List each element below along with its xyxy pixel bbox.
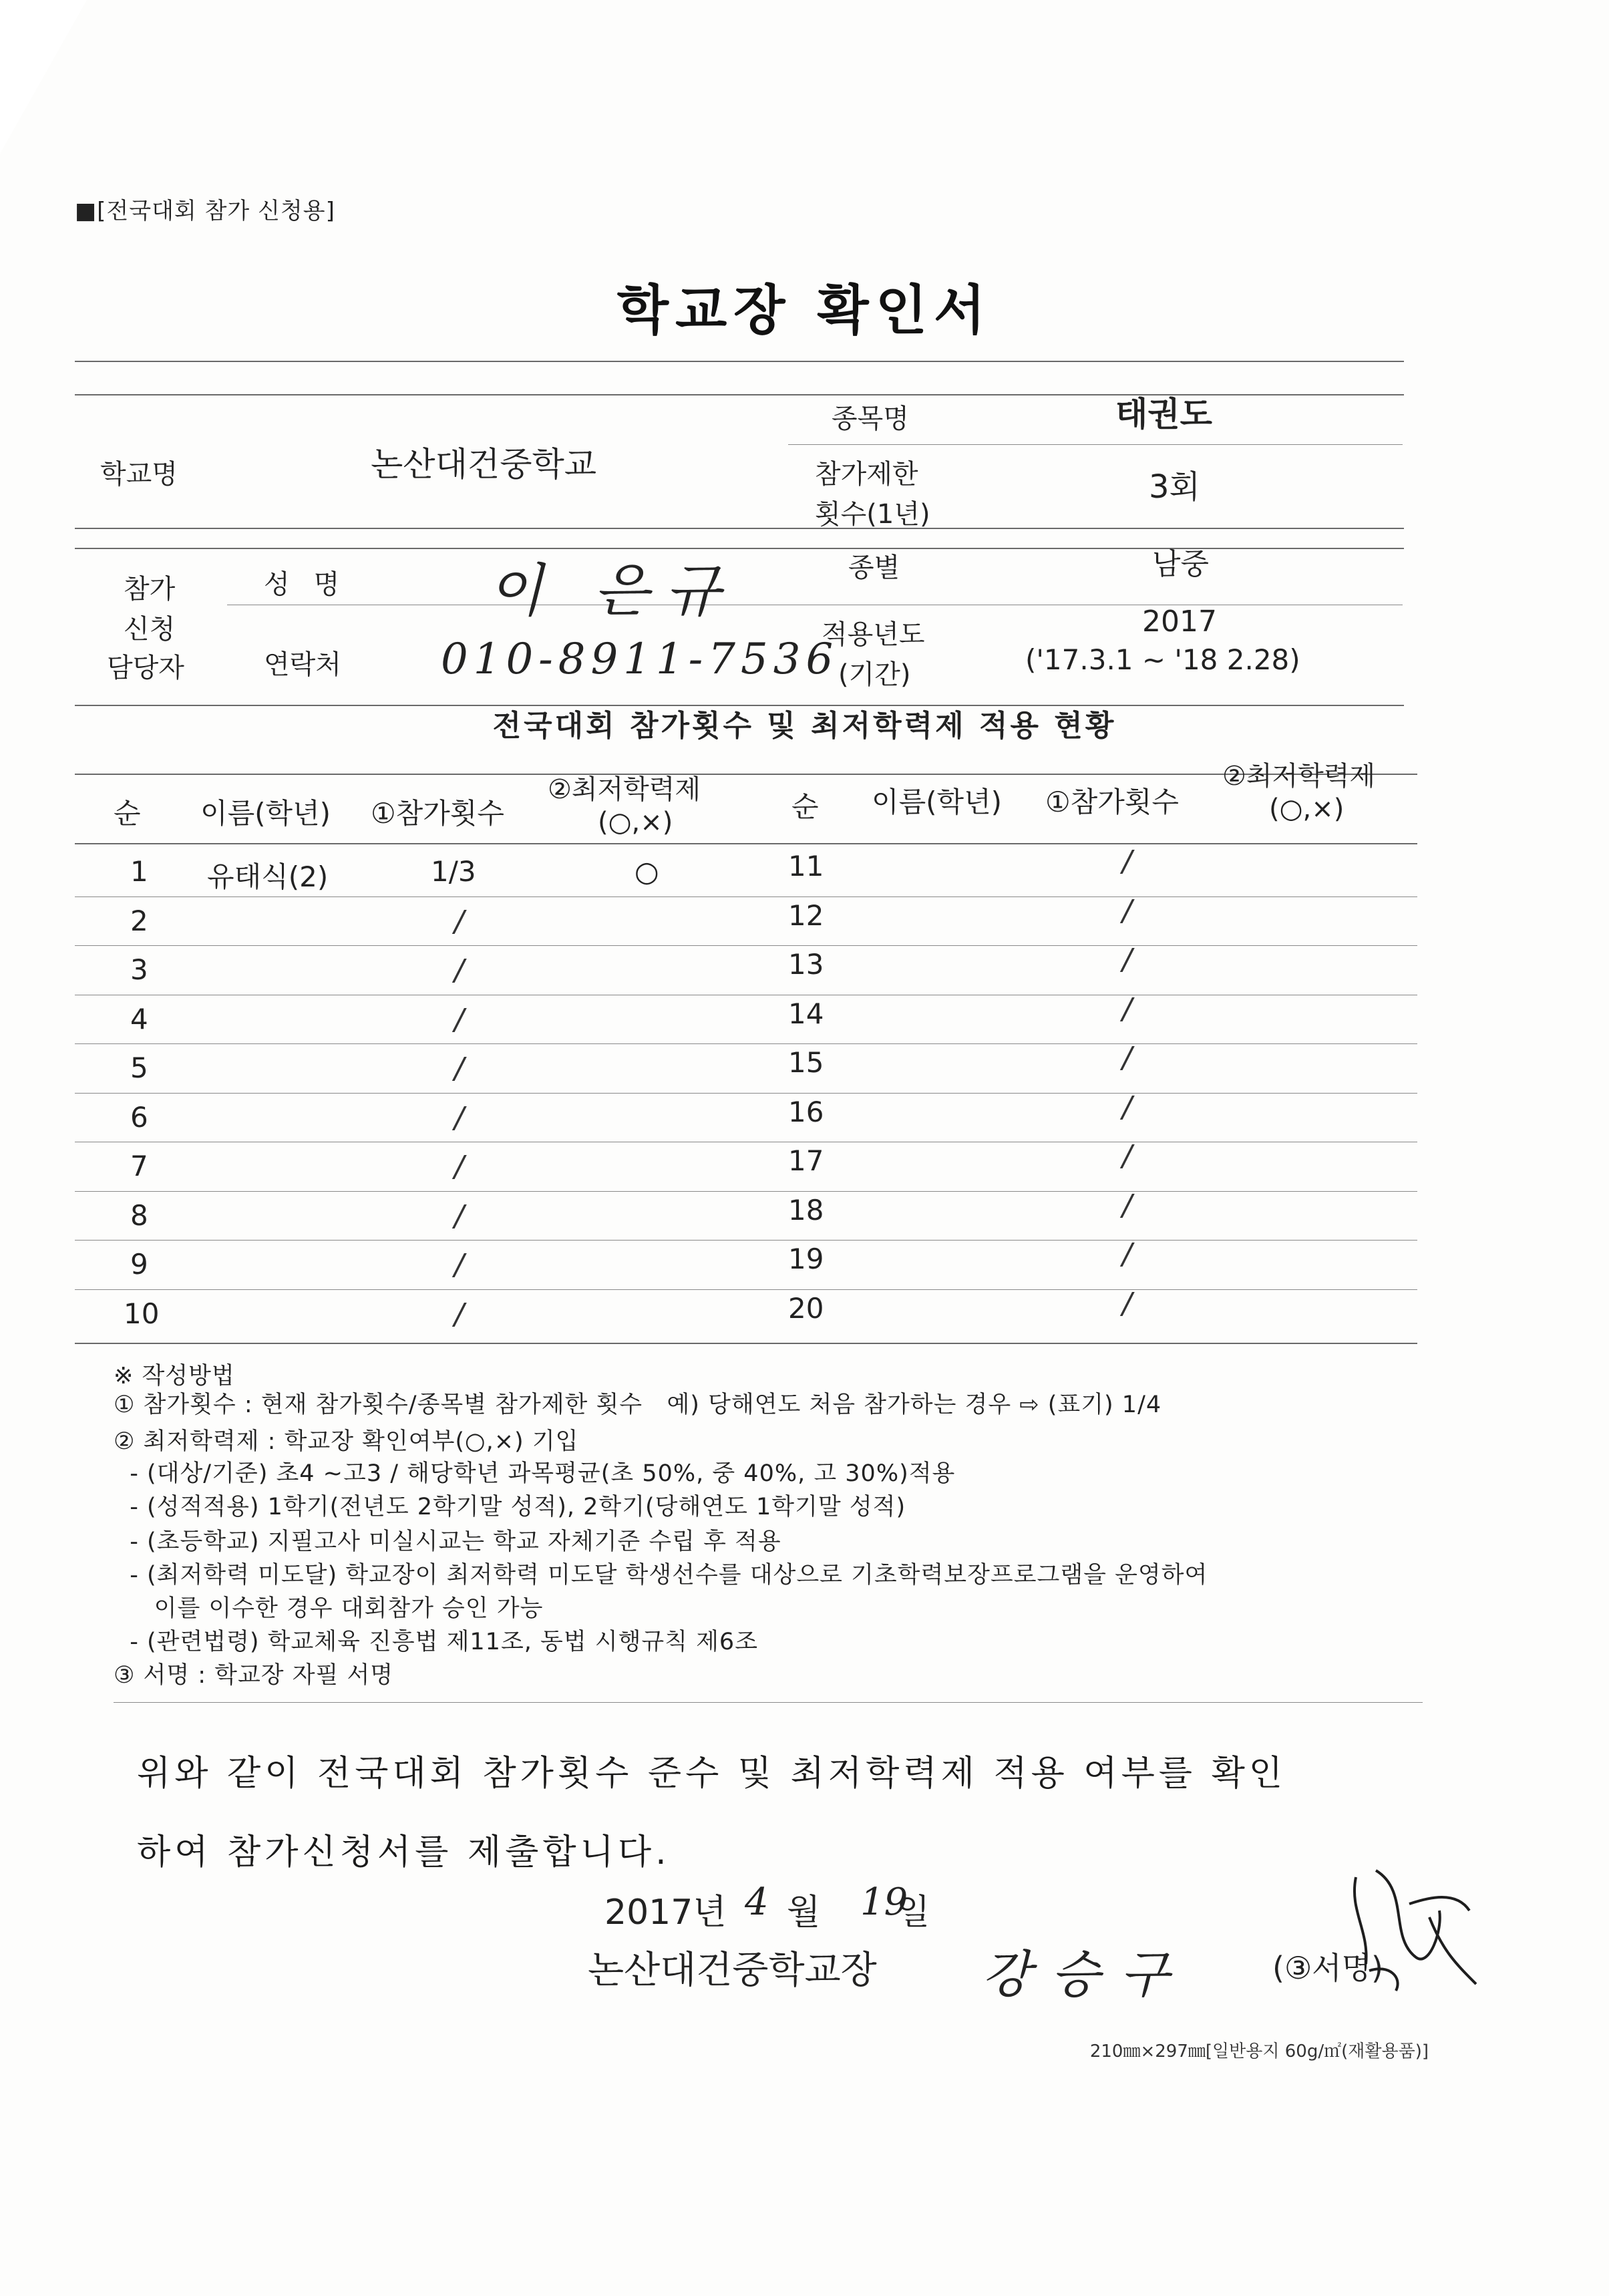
row-participation-count: / [454,1002,464,1037]
applicant-label-line1: 참가 [124,574,176,605]
table-row-rule [75,1240,1417,1241]
table-row-rule [75,1289,1417,1290]
row-number: 14 [788,997,824,1030]
row-participation-count: / [1122,1237,1132,1271]
row-participation-count: / [1122,1286,1132,1321]
instruction-line: - (성적적용) 1학기(전년도 2학기말 성적), 2학기(당해연도 1학기말 성적) [114,1494,906,1520]
row-number: 3 [130,953,148,986]
row-participation-count: / [1122,1188,1132,1222]
limit-label-line1: 참가제한 [815,459,918,490]
table-row-rule [75,945,1417,946]
col-header-no: 순 [114,797,141,830]
col-header-name: 이름(학년) [200,797,331,830]
apply-year-label-line1: 적용년도 [822,619,925,650]
event-value: 태권도 [1115,395,1212,434]
row-number: 7 [130,1150,148,1182]
row-number: 6 [130,1100,148,1134]
handwritten-phone: 010-8911-7536 [441,635,839,684]
instruction-line: ② 최저학력제 : 학교장 확인여부(○,×) 기입 [114,1428,579,1455]
gender-label: 종별 [848,552,900,583]
instruction-line: - (대상/기준) 초4 ~고3 / 해당학년 과목평균(초 50%, 중 40%, 고 30%)적용 [114,1460,956,1487]
name-label: 성명 [264,569,364,600]
row-participation-count: / [1122,893,1132,928]
col-header-min-academic-ox-2: (○,×) [1269,794,1345,824]
table-row-rule [75,1093,1417,1094]
row-participation-count: / [1122,1139,1132,1173]
table-row-rule [75,1191,1417,1192]
applicant-label-line2: 신청 [124,614,176,645]
date-month-handwritten: 4 [745,1880,769,1924]
row-participation-count: / [454,1150,464,1184]
instruction-line: ① 참가횟수 : 현재 참가횟수/종목별 참가제한 횟수 예) 당해연도 처음 참가하는 경우 ⇨ (표기) 1/4 [114,1391,1162,1418]
date-day-unit: 일 [896,1893,930,1933]
limit-label-line2: 횟수(1년) [815,499,930,530]
date-year: 2017년 [604,1893,727,1933]
row-participation-count: / [454,904,464,939]
col-header-count: ①참가횟수 [371,797,504,830]
row-number: 8 [130,1198,148,1232]
table-row-rule [75,1043,1417,1044]
row-number: 2 [130,904,148,937]
instructions-bottom-rule [114,1702,1423,1703]
instruction-line: - (최저학력 미도달) 학교장이 최저학력 미도달 학생선수를 대상으로 기초학력보장프로그램을 운영하여 [114,1562,1208,1589]
document-title: 학교장 확인서 [616,279,993,341]
school-name-label: 학교명 [100,459,178,490]
table-row-rule [75,896,1417,897]
contact-label: 연락처 [264,649,341,680]
row-number: 19 [788,1243,824,1275]
confirmation-line2: 하여 참가신청서를 제출합니다. [137,1832,671,1872]
row-participation-count: / [1122,844,1132,878]
row-number: 16 [788,1095,824,1128]
row-participation-count: / [1122,1041,1132,1075]
row-number: 11 [788,850,824,882]
col-header-name-2: 이름(학년) [872,786,1003,818]
row-participation-count: / [454,1198,464,1233]
row-participation-count: / [454,1051,464,1086]
col-header-min-academic-2: ②최저학력제 [1222,761,1376,792]
row-student-name: 유태식(2) [207,860,329,893]
event-label: 종목명 [832,403,909,434]
gender-value: 남중 [1152,547,1210,581]
principal-signature-scribble [1329,1850,1489,2024]
row-number: 9 [130,1248,148,1281]
rule-line [788,444,1403,445]
row-participation-count: 1/3 [431,855,476,888]
rule-line [75,528,1404,529]
principal-title: 논산대건중학교장 [588,1949,877,1992]
apply-period-value: ('17.3.1 ~ '18 2.28) [1025,643,1300,676]
row-participation-count: / [454,953,464,987]
apply-year-label-line2: (기간) [838,659,911,690]
participation-section-title: 전국대회 참가횟수 및 최저학력제 적용 현황 [492,709,1117,743]
instruction-line: 이를 이수한 경우 대회참가 승인 가능 [114,1595,544,1622]
principal-handwritten-name: 강승구 [982,1945,1190,2004]
paper-spec-footer: 210㎜×297㎜[일반용지 60g/㎡(재활용품)] [1089,2041,1429,2062]
rule-line [75,361,1404,362]
row-number: 17 [788,1144,824,1177]
row-min-academic-ox: ○ [635,855,659,888]
row-participation-count: / [454,1248,464,1282]
row-participation-count: / [1122,1090,1132,1124]
row-number: 18 [788,1193,824,1226]
table-bottom-rule [75,1343,1417,1344]
row-number: 20 [788,1291,824,1325]
col-header-count-2: ①참가횟수 [1045,786,1179,818]
row-number: 12 [788,898,824,932]
limit-value: 3회 [1149,468,1200,506]
instruction-line: ※ 작성방법 [114,1363,235,1389]
instruction-line: - (초등학교) 지필고사 미실시교는 학교 자체기준 수립 후 적용 [114,1528,781,1555]
row-number: 15 [788,1046,824,1079]
instruction-line: ③ 서명 : 학교장 자필 서명 [114,1662,394,1689]
confirmation-line1: 위와 같이 전국대회 참가횟수 준수 및 최저학력제 적용 여부를 확인 [137,1754,1287,1794]
signature-label: (③서명) [1272,1950,1384,1986]
row-number: 10 [124,1297,160,1330]
date-day-handwritten: 19 [860,1880,908,1924]
date-month-unit: 월 [787,1893,821,1933]
row-participation-count: / [1122,943,1132,977]
school-name-value: 논산대건중학교 [371,445,597,484]
row-number: 1 [130,855,148,888]
row-participation-count: / [1122,991,1132,1026]
table-header-rule [75,843,1417,844]
instruction-line: - (관련법령) 학교체육 진흥법 제11조, 동법 시행규칙 제6조 [114,1629,759,1655]
row-participation-count: / [454,1297,464,1331]
row-number: 5 [130,1051,148,1084]
row-participation-count: / [454,1100,464,1135]
handwritten-name: 이 은규 [488,558,737,625]
col-header-no-2: 순 [791,790,819,823]
col-header-min-academic-ox: (○,×) [598,807,673,838]
form-category-label: ■[전국대회 참가 신청용] [75,198,335,224]
applicant-label-line3: 담당자 [107,653,184,683]
row-number: 13 [788,948,824,981]
table-top-rule [75,774,1417,775]
col-header-min-academic: ②최저학력제 [548,774,701,805]
row-number: 4 [130,1002,148,1035]
apply-year-value: 2017 [1142,605,1217,639]
folded-corner [0,0,87,154]
